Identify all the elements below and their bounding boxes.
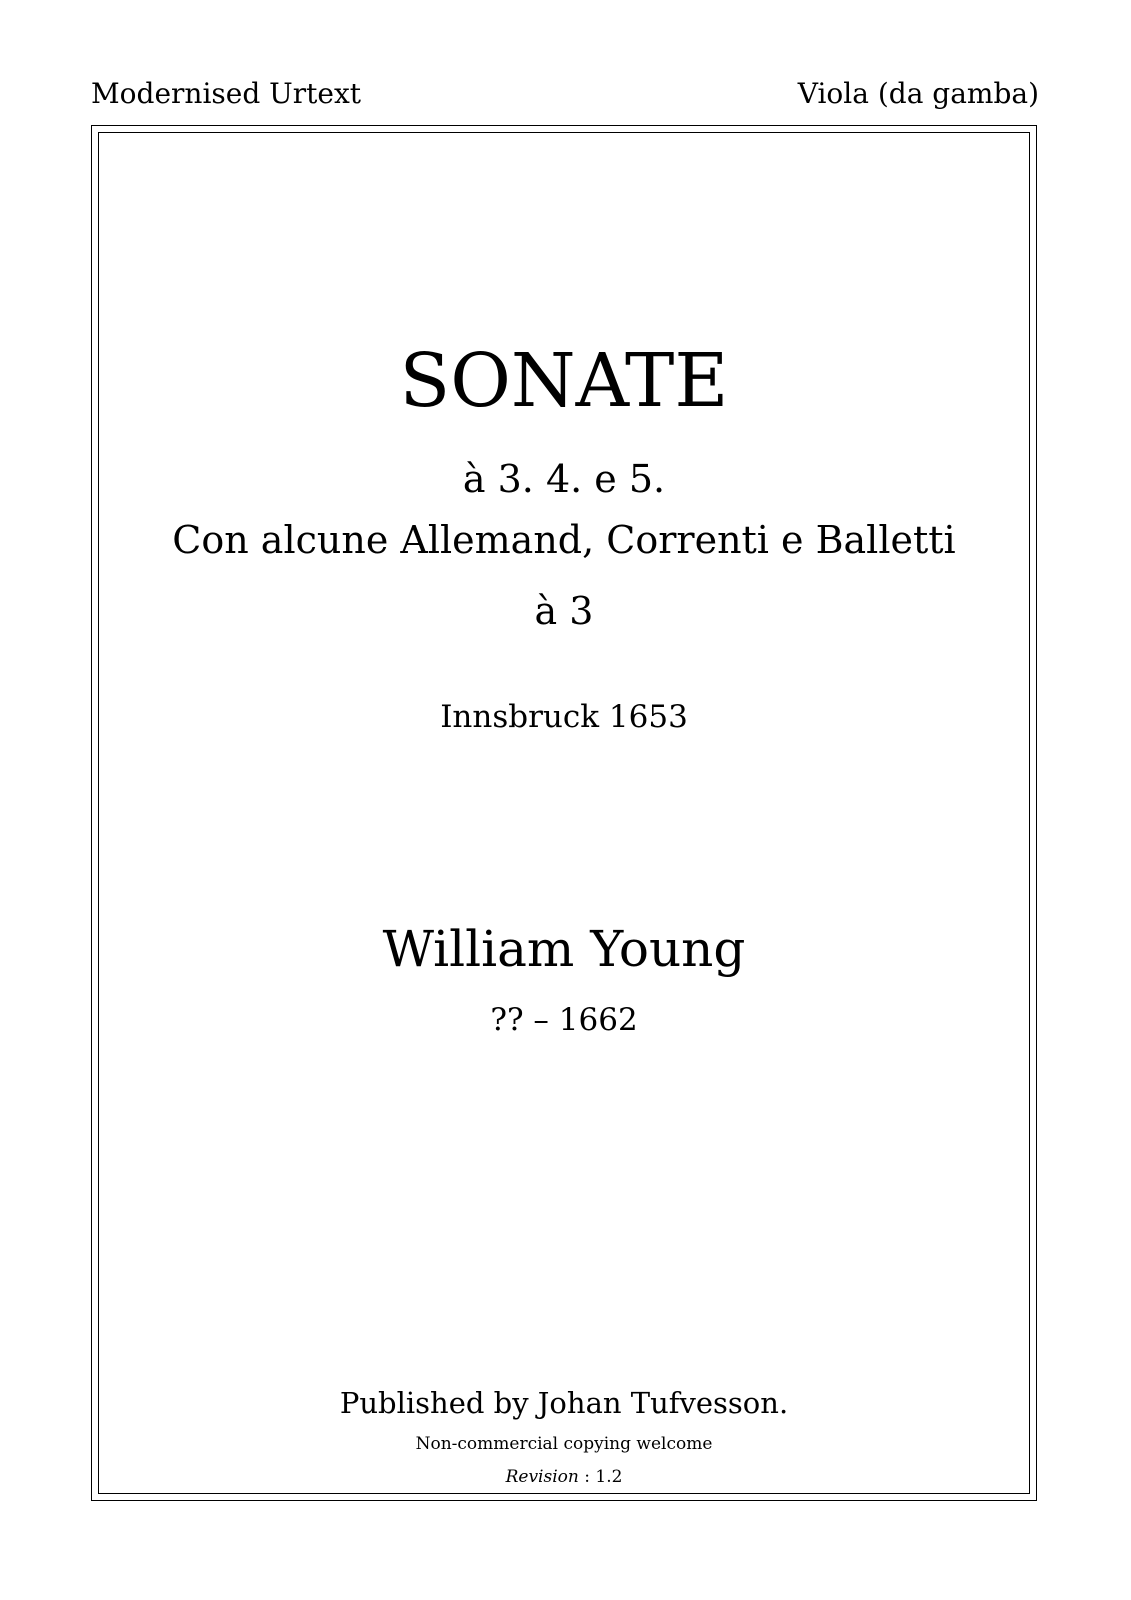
place-year: Innsbruck 1653 [440,699,688,735]
revision-value: 1.2 [595,1467,623,1487]
header-instrument-label: Viola (da gamba) [797,77,1039,110]
header-edition-label: Modernised Urtext [91,77,362,110]
revision-separator: : [578,1467,596,1487]
publisher-line: Published by Johan Tufvesson. [339,1386,789,1420]
composer-dates: ?? – 1662 [490,1002,638,1038]
revision-line [98,1469,1030,1486]
page-frame-inner [98,132,1030,1494]
copying-note: Non-commercial copying welcome [415,1434,713,1454]
composer-name: William Young [382,920,746,978]
subtitle-line-3: à 3 [534,589,594,633]
subtitle-line-2: Con alcune Allemand, Correnti e Balletti [172,518,956,562]
subtitle-line-1: à 3. 4. e 5. [462,457,666,501]
revision-label: Revision [505,1467,579,1487]
page-title: SONATE [399,338,729,424]
